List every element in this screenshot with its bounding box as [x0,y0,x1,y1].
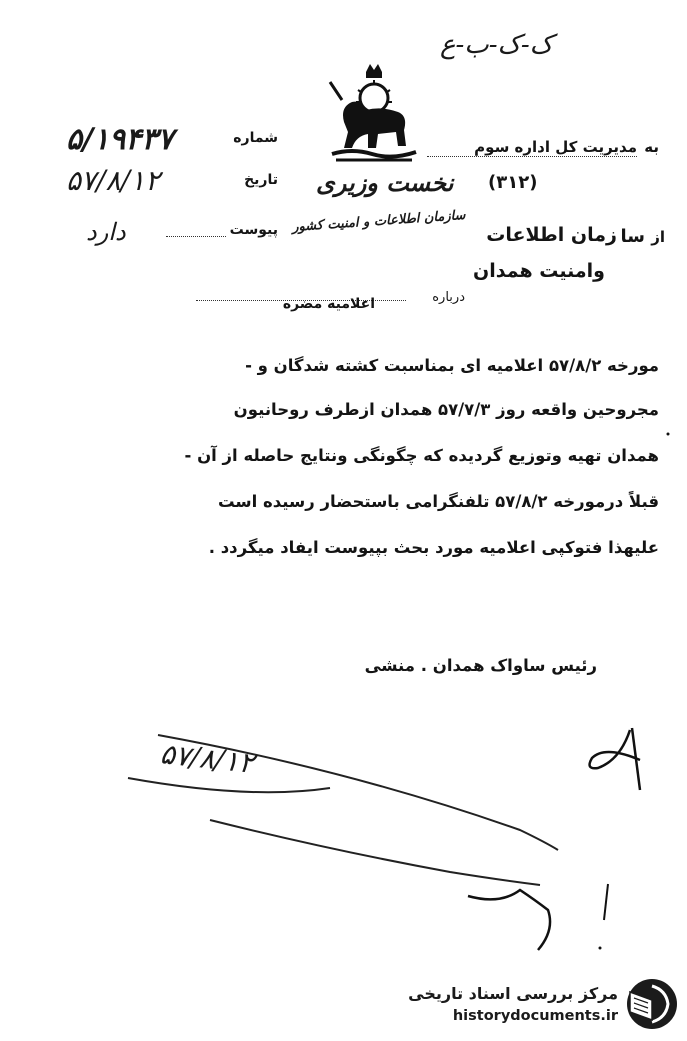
date-value: ۵۷/۸/۱۲ [66,164,161,197]
top-handwritten-note: ک-ک-ب-ع [440,30,553,60]
date-label: تاریخ [244,172,278,188]
from-value-line2: وامنیت همدان [473,260,605,282]
body-line-5: علیهذا فتوکپی اعلامیه مورد بحث بپیوست ایفاد میگردد . [208,538,659,557]
footer-website[interactable]: historydocuments.ir [452,1008,618,1024]
to-code: (۳۱۲) [488,172,538,193]
attachment-label: پیوست [229,222,278,238]
ministry-stamp: نخست وزیری [316,168,454,197]
body-line-3: همدان تهیه وتوزیع گردیده که چگونگی ونتایج حاصله از آن - [184,446,659,465]
to-value: مدیریت کل اداره سوم [427,138,637,157]
from-stamp: سازمان اطلاعات و امنیت کشور [291,207,466,236]
from-label: از [651,228,665,246]
number-value: ۵/۱۹۴۳۷ [66,122,174,157]
body-line-4: قبلاً درمورخه ۵۷/۸/۲ تلفنگرامی باستحضار رسیده است [217,492,659,511]
number-label: شماره [233,130,278,146]
footer-watermark [400,976,682,1036]
body-line-1: مورخه ۵۷/۸/۲ اعلامیه ای بمناسبت کشته شدگان و - [245,356,659,375]
document-archive-logo-icon [622,976,678,1032]
subject-label: درباره [432,290,465,305]
body-line-2: مجروحین واقعه روز ۵۷/۷/۳ همدان ازطرف روحانیون [233,400,659,419]
attachment-value: دارد [86,218,126,246]
to-label: به [644,138,659,156]
from-prefix: سا [620,226,645,247]
handwritten-date: ۵۷/۸/۱۲ [158,737,256,780]
signature-title: رئیس ساواک همدان . منشی [364,656,597,675]
footer-logo [622,976,678,1032]
subject-value: اعلامیه مضره [282,296,375,312]
from-value-line1: زمان اطلاعات [486,224,617,246]
footer-org-name: مرکز بررسی اسناد تاریخی [408,984,618,1003]
